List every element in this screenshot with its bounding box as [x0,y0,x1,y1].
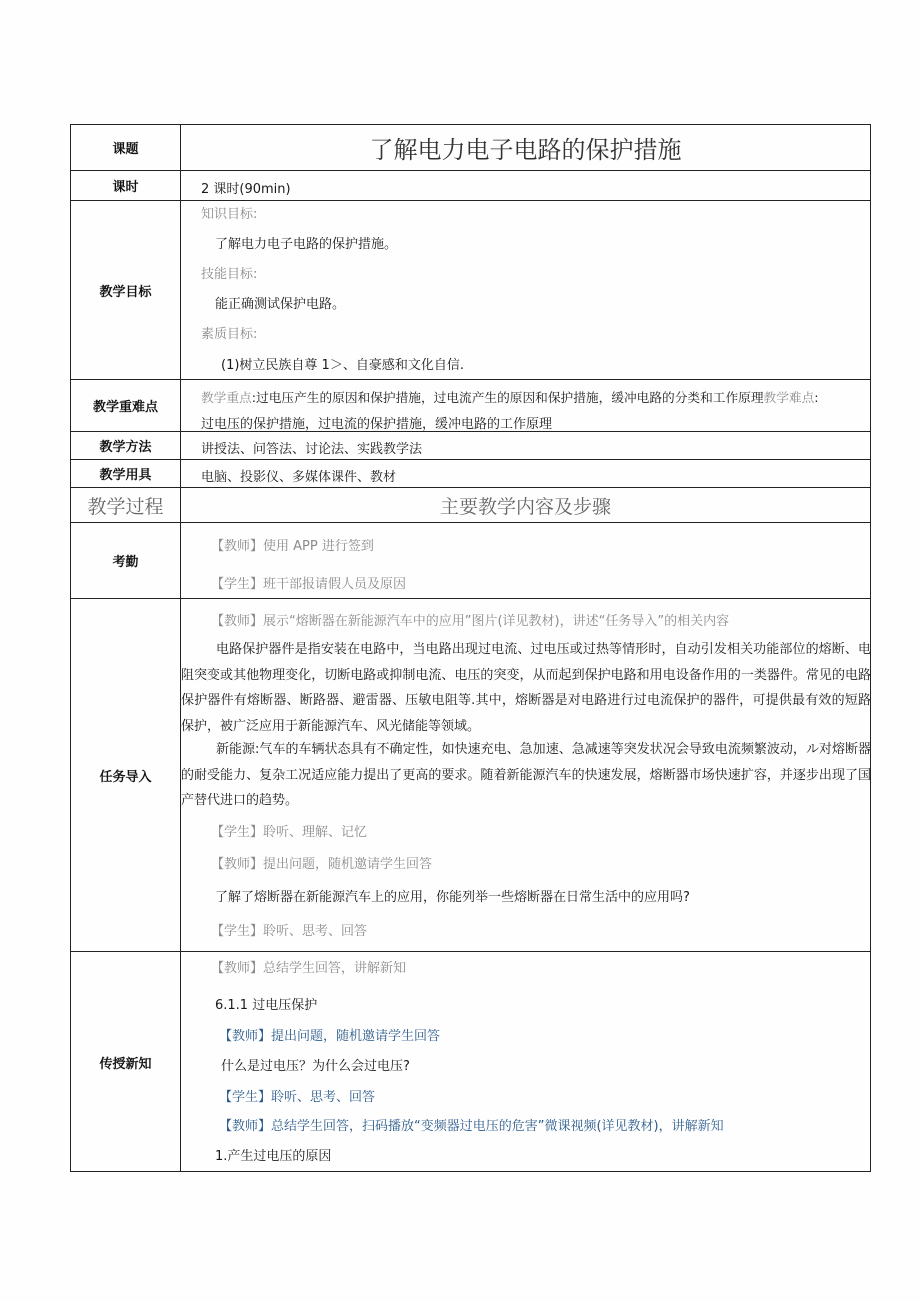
skill-text: 能正确测试保护电路。 [215,297,346,312]
process-label [71,488,180,522]
intro-student-answer: 【学生】聆听、思考、回答 [211,924,368,939]
lesson-title: 了解电力电子电路的保护措施 [369,136,682,164]
key-text: :过电压产生的原因和保护措施，过电流产生的原因和保护措施，缓冲电路的分类和工作原理 [251,390,764,405]
key-points-label: 教学重难点 [92,400,158,415]
row-divider [71,598,870,599]
new-student-answer: 【学生】聆听、思考、回答 [219,1090,376,1105]
row-divider [71,522,870,523]
methods-label: 教学方法 [99,440,152,455]
intro-teacher-question: 【教师】提出问题，随机邀请学生回答 [211,857,433,872]
new-teacher-summary: 【教师】总结学生回答，讲解新知 [211,961,407,976]
difficult-text: 过电压的保护措施，过电流的保护措施，缓冲电路的工作原理 [201,417,553,432]
row-divider [71,379,870,380]
difficult-sep: : [814,390,819,405]
intro-teacher-show: 【教师】展示“熔断器在新能源汽车中的应用”图片(详见教材)，讲述“任务导入”的相关内容 [211,614,730,629]
intro-student-listen: 【学生】聆听、理解、记忆 [211,825,368,840]
key-points-line1 [201,387,819,406]
intro-question: 了解了熔断器在新能源汽车上的应用，你能列举一些熔断器在日常生活中的应用吗? [215,890,690,905]
quality-heading: 素质目标: [201,327,258,342]
new-knowledge-label: 传授新知 [99,1057,152,1072]
process-label-text: 教学过程 [87,495,164,518]
hours-value: 2 课时(90min) [201,182,291,197]
tools-value: 电脑、投影仪、多媒体课件、教材 [201,470,397,485]
attendance-label: 考勤 [112,555,139,570]
new-teacher-question: 【教师】提出问题，随机邀请学生回答 [219,1029,441,1044]
lesson-plan-table [70,124,871,1172]
topic-label: 课题 [112,142,139,157]
difficult-heading: 教学难点 [763,390,815,405]
key-heading: 教学重点 [201,390,252,405]
row-divider [71,170,870,171]
attendance-student: 【学生】班干部报请假人员及原因 [211,577,407,592]
process-header-text: 主要教学内容及步骤 [439,495,611,518]
overvoltage-cause-item: 1.产生过电压的原因 [215,1149,332,1164]
attendance-teacher: 【教师】使用 APP 进行签到 [211,539,374,554]
intro-paragraph-1: 电路保护器件是指安装在电路中，当电路出现过电流、过电压或过热等情形时，自动引发相关功能部位的熔断、电阻突变或其他物理变化，切断电路或抑制电流、电压的突变，从而起到保护电路和用电设备作用的一类器件。常见的电路保护器件有熔断器、断路器、避雷器、压敏电阻等.其中，熔断器是对电路进行过电流保护的器件，可提供最有效的短路保护，被广泛应用于新能源汽车、风光储能等领域。 [181,642,871,734]
row-divider [71,951,870,952]
row-divider [71,200,870,201]
intro-paragraph-2: 新能源:气车的车辆状态具有不确定性，如快速充电、急加速、急减速等突发状况会导致电流频繁波动，ル对熔断器的耐受能力、复杂工况适应能力提出了更高的要求。随着新能源汽车的快速发展，熔断器市场快速扩容，并逐步出现了国产替代进口的趋势。 [181,742,871,809]
knowledge-text: 了解电力电子电路的保护措施。 [215,237,398,252]
knowledge-heading: 知识目标: [201,207,258,222]
methods-value: 讲授法、问答法、讨论法、实践教学法 [201,442,423,457]
new-question: 什么是过电压？为什么会过电压? [221,1059,410,1074]
quality-text: (1)树立民族自尊 1＞、自豪感和文化自信. [221,358,464,373]
hours-label: 课时 [112,180,139,195]
skill-heading: 技能目标: [201,267,258,282]
topic-cell [181,125,870,170]
intro-label: 任务导入 [99,769,152,785]
objectives-label: 教学目标 [99,284,152,300]
new-teacher-video: 【教师】总结学生回答，扫码播放“变频器过电压的危害”微课视频(详见教材)，讲解新知 [219,1119,724,1134]
process-header-cell [181,488,870,522]
tools-label: 教学用具 [99,468,152,483]
section-heading: 6.1.1 过电压保护 [215,998,318,1013]
row-divider [71,459,870,460]
